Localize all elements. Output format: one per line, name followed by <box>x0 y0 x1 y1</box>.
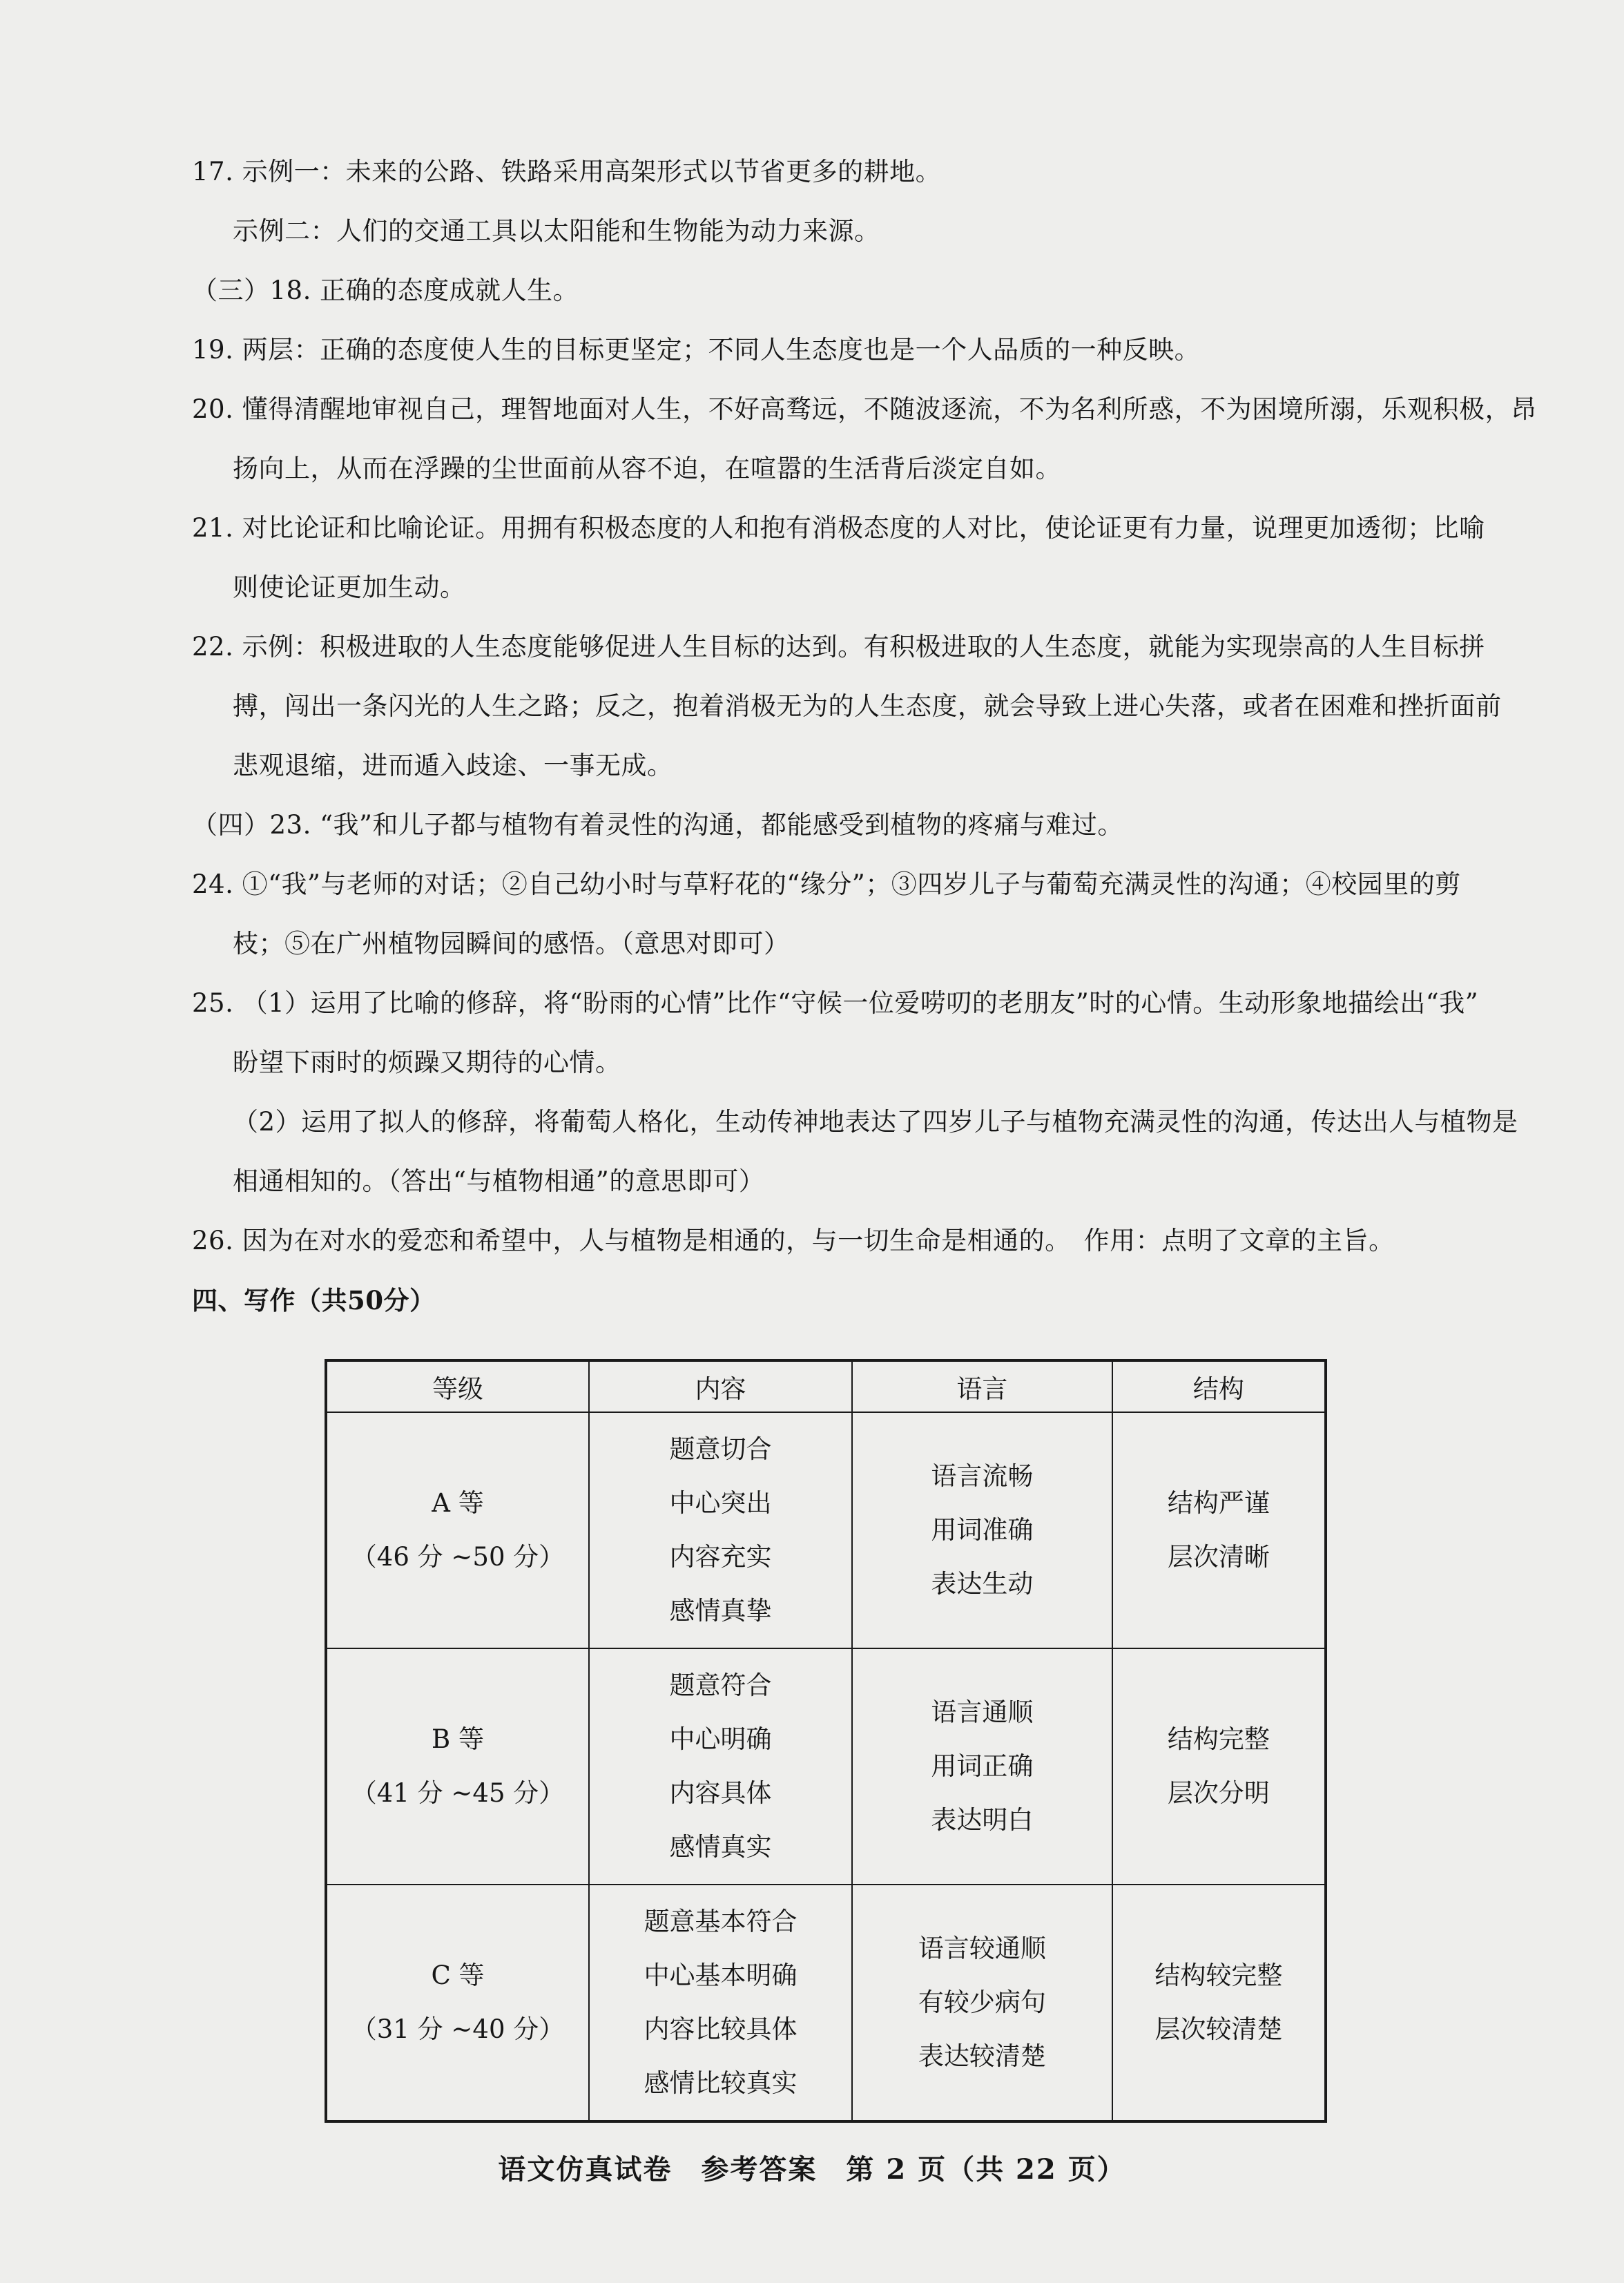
answer-21-line-1: 21. 对比论证和比喻论证。用拥有积极态度的人和抱有消极态度的人对比，使论证更有力量，说理更加透彻；比喻 <box>192 513 1485 543</box>
answer-22-line-2: 搏，闯出一条闪光的人生之路；反之，抱着消极无为的人生态度，就会导致上进心失落，或者在困难和挫折面前 <box>233 691 1502 721</box>
language-item: 表达明白 <box>931 1805 1034 1835</box>
section-title-writing: 四、写作（共50分） <box>192 1285 436 1316</box>
answer-22-line-3: 悲观退缩，进而遁入歧途、一事无成。 <box>233 751 673 780</box>
rubric-content-cell <box>589 1412 852 1648</box>
rubric-header-language: 语言 <box>852 1360 1112 1412</box>
language-item: 语言流畅 <box>931 1461 1034 1491</box>
language-item: 用词准确 <box>931 1515 1034 1545</box>
answer-25-line-4: 相通相知的。（答出“与植物相通”的意思即可） <box>233 1166 765 1196</box>
grade-score: （41 分 ~45 分） <box>351 1778 565 1808</box>
language-item: 表达生动 <box>931 1569 1034 1599</box>
grade-label: C 等 <box>431 1961 485 1990</box>
answer-22-line-1: 22. 示例：积极进取的人生态度能够促进人生目标的达到。有积极进取的人生态度，就能为实现崇高的人生目标拼 <box>192 632 1485 662</box>
grade-score: （46 分 ~50 分） <box>351 1542 565 1572</box>
answer-25-line-2: 盼望下雨时的烦躁又期待的心情。 <box>233 1048 621 1077</box>
rubric-grade-cell <box>326 1412 589 1648</box>
answer-24-line-1: 24. ①“我”与老师的对话；②自己幼小时与草籽花的“缘分”；③四岁儿子与葡萄充满灵性的沟通；④校园里的剪 <box>192 869 1461 899</box>
structure-item: 层次较清楚 <box>1154 2014 1283 2044</box>
language-item: 语言通顺 <box>931 1697 1034 1727</box>
rubric-grade-cell <box>326 1648 589 1885</box>
rubric-language-cell <box>852 1648 1112 1885</box>
rubric-row-b <box>326 1648 1326 1885</box>
rubric-structure-cell <box>1112 1412 1326 1648</box>
content-item: 题意符合 <box>669 1670 772 1700</box>
rubric-header-row <box>326 1360 1326 1412</box>
answer-17-line-1: 17. 示例一：未来的公路、铁路采用高架形式以节省更多的耕地。 <box>192 157 942 186</box>
content-item: 中心突出 <box>669 1488 772 1518</box>
rubric-content-cell <box>589 1648 852 1885</box>
answer-20-line-1: 20. 懂得清醒地审视自己，理智地面对人生，不好高骛远，不随波逐流，不为名利所惑，不为困境所溺，乐观积极，昂 <box>192 394 1537 424</box>
rubric-language-cell <box>852 1885 1112 2121</box>
language-item: 语言较通顺 <box>918 1934 1046 1963</box>
answer-19: 19. 两层：正确的态度使人生的目标更坚定；不同人生态度也是一个人品质的一种反映。 <box>192 335 1201 365</box>
content-item: 内容充实 <box>669 1542 772 1572</box>
answer-23: （四）23. “我”和儿子都与植物有着灵性的沟通，都能感受到植物的疼痛与难过。 <box>192 810 1123 840</box>
rubric-row-a <box>326 1412 1326 1648</box>
structure-item: 结构严谨 <box>1167 1488 1270 1518</box>
rubric-structure-cell <box>1112 1885 1326 2121</box>
answer-20-line-2: 扬向上，从而在浮躁的尘世面前从容不迫，在喧嚣的生活背后淡定自如。 <box>233 454 1061 483</box>
content-item: 感情真实 <box>669 1832 772 1862</box>
writing-rubric-table <box>325 1359 1327 2123</box>
content-item: 题意基本符合 <box>644 1907 798 1936</box>
answer-18: （三）18. 正确的态度成就人生。 <box>192 276 579 305</box>
rubric-row-c <box>326 1885 1326 2121</box>
content-item: 感情比较真实 <box>644 2068 798 2098</box>
content-item: 题意切合 <box>669 1434 772 1464</box>
structure-item: 层次清晰 <box>1167 1542 1270 1572</box>
answer-17-line-2: 示例二：人们的交通工具以太阳能和生物能为动力来源。 <box>233 216 880 246</box>
language-item: 用词正确 <box>931 1751 1034 1781</box>
answer-24-line-2: 枝；⑤在广州植物园瞬间的感悟。（意思对即可） <box>233 929 790 959</box>
grade-score: （31 分 ~40 分） <box>351 2014 565 2044</box>
content-item: 感情真挚 <box>669 1596 772 1626</box>
answer-21-line-2: 则使论证更加生动。 <box>233 572 466 602</box>
content-item: 中心明确 <box>669 1724 772 1754</box>
content-item: 内容具体 <box>669 1778 772 1808</box>
language-item: 有较少病句 <box>918 1987 1046 2017</box>
rubric-header-structure: 结构 <box>1112 1360 1326 1412</box>
rubric-grade-cell <box>326 1885 589 2121</box>
rubric-language-cell <box>852 1412 1112 1648</box>
structure-item: 结构较完整 <box>1154 1961 1283 1990</box>
page-footer: 语文仿真试卷 参考答案 第 2 页（共 22 页） <box>498 2153 1126 2186</box>
answer-26: 26. 因为在对水的爱恋和希望中，人与植物是相通的，与一切生命是相通的。 作用：点明了文章的主旨。 <box>192 1226 1395 1255</box>
content-item: 内容比较具体 <box>644 2014 798 2044</box>
grade-label: B 等 <box>432 1724 484 1754</box>
rubric-header-content: 内容 <box>589 1360 852 1412</box>
language-item: 表达较清楚 <box>918 2041 1046 2071</box>
content-item: 中心基本明确 <box>644 1961 798 1990</box>
structure-item: 结构完整 <box>1167 1724 1270 1754</box>
structure-item: 层次分明 <box>1167 1778 1270 1808</box>
rubric-content-cell <box>589 1885 852 2121</box>
grade-label: A 等 <box>432 1488 484 1518</box>
answer-25-line-1: 25. （1）运用了比喻的修辞，将“盼雨的心情”比作“守候一位爱唠叨的老朋友”时的心情。生动形象地描绘出“我” <box>192 988 1479 1018</box>
rubric-header-grade: 等级 <box>326 1360 589 1412</box>
rubric-structure-cell <box>1112 1648 1326 1885</box>
answer-25-line-3: （2）运用了拟人的修辞，将葡萄人格化，生动传神地表达了四岁儿子与植物充满灵性的沟通，传达出人与植物是 <box>233 1107 1518 1137</box>
